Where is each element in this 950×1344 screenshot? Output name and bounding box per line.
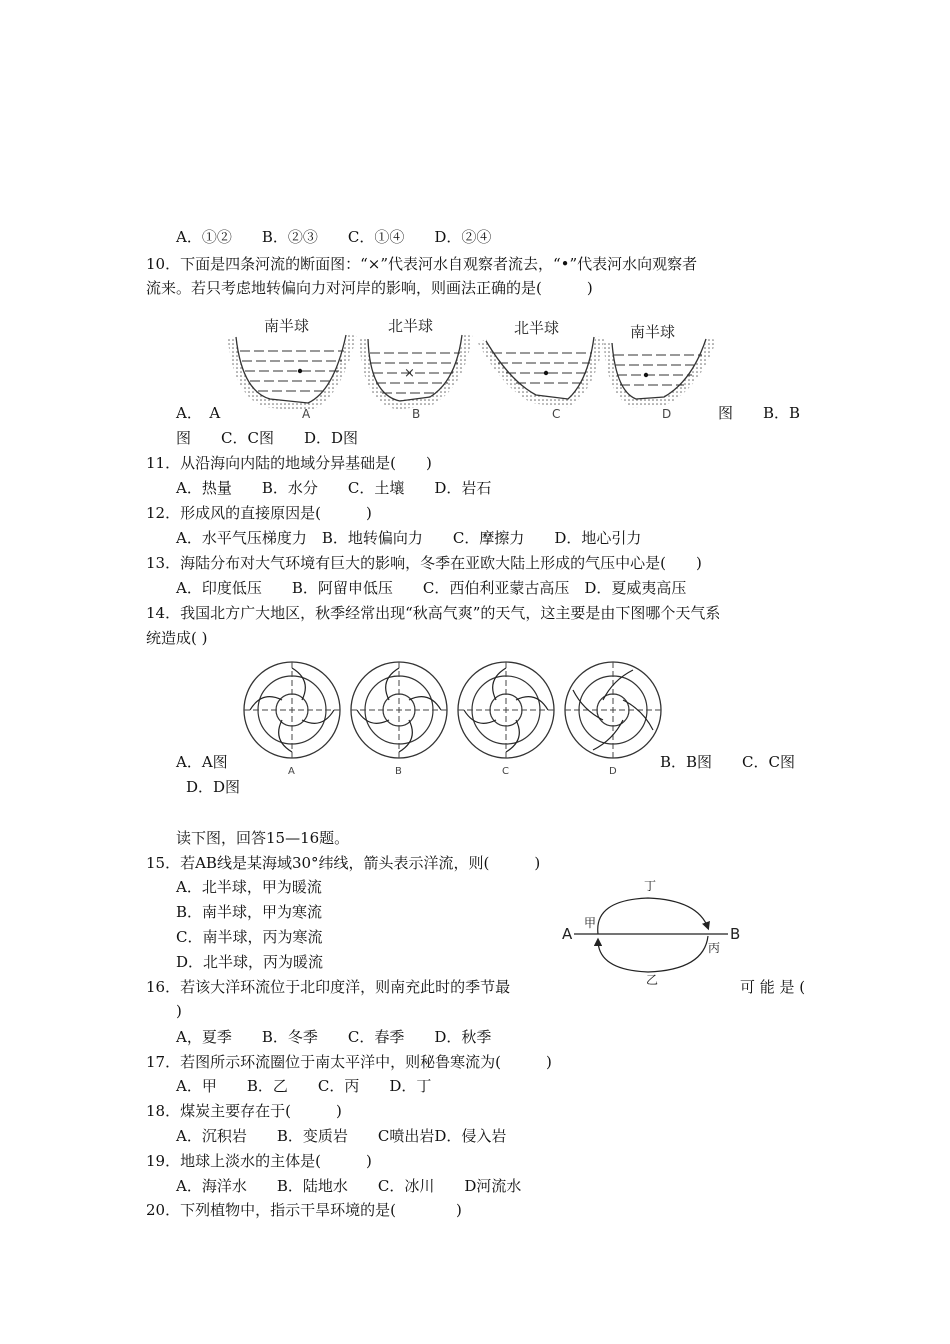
- river-panel-b-letter: B: [412, 407, 421, 421]
- q11-stem: 11．从沿海向内陆的地域分异基础是( ): [146, 454, 432, 472]
- q14-options-bc: B．B图 C．C图: [660, 753, 796, 771]
- q10-options-rest: 图 C．C图 D．D图: [176, 429, 359, 447]
- q12-stem: 12．形成风的直接原因是( ): [146, 504, 372, 522]
- river-panel-a-hemisphere: 南半球: [264, 317, 310, 335]
- weather-system-figure: [242, 660, 662, 780]
- q16-stem-tail: 可 能 是 (: [740, 978, 806, 996]
- q10-option-a: A． A: [176, 404, 221, 422]
- svg-text:×: ×: [404, 366, 415, 381]
- gyre-label-jia: 甲: [584, 916, 597, 930]
- q14-stem-line1: 14．我国北方广大地区，秋季经常出现“秋高气爽”的天气，这主要是由下图哪个天气系: [146, 604, 721, 622]
- q11-options: A．热量 B．水分 C．土壤 D．岩石: [176, 479, 492, 497]
- q14-option-d: D．D图: [186, 778, 241, 796]
- weather-panel-b-letter: B: [395, 766, 402, 777]
- q15-option-d: D．北半球，丙为暖流: [176, 953, 324, 971]
- q10-stem-line1: 10．下面是四条河流的断面图：“×”代表河水自观察者流去，“•”代表河水向观察者: [146, 255, 698, 273]
- q18-options: A．沉积岩 B．变质岩 C喷出岩D．侵入岩: [176, 1127, 507, 1145]
- gyre-label-yi: 乙: [646, 973, 659, 987]
- q16-stem-close: ): [176, 1002, 182, 1020]
- q16-stem: 16．若该大洋环流位于北印度洋，则南充此时的季节最: [146, 978, 511, 996]
- q20-stem: 20．下列植物中，指示干旱环境的是( ): [146, 1201, 462, 1219]
- river-panel-c-hemisphere: 北半球: [514, 319, 560, 337]
- weather-panel-a: [244, 662, 340, 777]
- weather-panel-a-letter: A: [288, 766, 295, 777]
- gyre-label-bing: 丙: [708, 941, 721, 955]
- q16-options: A，夏季 B．冬季 C．春季 D．秋季: [176, 1028, 492, 1046]
- weather-panel-c: [458, 662, 554, 777]
- q14-option-a: A．A图: [176, 753, 228, 771]
- river-panel-a: [232, 317, 352, 421]
- gyre-point-b: B: [730, 925, 741, 943]
- q19-options: A．海洋水 B．陆地水 C．冰川 D河流水: [176, 1177, 522, 1195]
- river-panel-b: [364, 317, 468, 421]
- q10-option-b-start: 图 B．B: [718, 404, 801, 422]
- weather-panel-d-letter: D: [609, 766, 617, 777]
- river-panel-c: [482, 319, 600, 421]
- q9-options: A．①② B．②③ C．①④ D．②④: [176, 228, 492, 246]
- q19-stem: 19．地球上淡水的主体是( ): [146, 1152, 372, 1170]
- q17-stem: 17．若图所示环流圈位于南太平洋中，则秘鲁寒流为( ): [146, 1053, 552, 1071]
- q13-options: A．印度低压 B．阿留申低压 C．西伯利亚蒙古高压 D．夏威夷高压: [176, 579, 687, 597]
- weather-panel-d: [565, 662, 661, 777]
- ocean-gyre-figure: [558, 878, 748, 987]
- q15-option-a: A．北半球，甲为暖流: [176, 878, 322, 896]
- river-cross-section-figure: [228, 315, 718, 420]
- weather-panel-c-letter: C: [502, 766, 509, 777]
- river-panel-d-hemisphere: 南半球: [630, 323, 676, 341]
- river-panel-a-letter: A: [302, 407, 311, 421]
- gyre-label-ding: 丁: [644, 879, 657, 893]
- river-panel-d-letter: D: [662, 407, 672, 421]
- q15-option-b: B．南半球，甲为寒流: [176, 903, 323, 921]
- q12-options: A．水平气压梯度力 B．地转偏向力 C．摩擦力 D．地心引力: [176, 529, 642, 547]
- river-panel-b-hemisphere: 北半球: [388, 317, 434, 335]
- q17-options: A．甲 B．乙 C．丙 D．丁: [176, 1077, 432, 1095]
- q10-stem-line2: 流来。若只考虑地转偏向力对河岸的影响，则画法正确的是( ): [146, 279, 593, 297]
- q15-stem: 15．若AB线是某海域30°纬线，箭头表示洋流，则( ): [146, 854, 541, 872]
- gyre-point-a: A: [562, 925, 573, 943]
- river-panel-d: [608, 323, 712, 421]
- q13-stem: 13．海陆分布对大气环境有巨大的影响，冬季在亚欧大陆上形成的气压中心是( ): [146, 554, 702, 572]
- q15-16-intro: 读下图，回答15—16题。: [176, 829, 350, 847]
- weather-panel-b: [351, 662, 447, 777]
- q18-stem: 18．煤炭主要存在于( ): [146, 1102, 342, 1120]
- q15-option-c: C．南半球，丙为寒流: [176, 928, 323, 946]
- q14-stem-line2: 统造成( ): [146, 629, 208, 647]
- river-panel-c-letter: C: [552, 407, 561, 421]
